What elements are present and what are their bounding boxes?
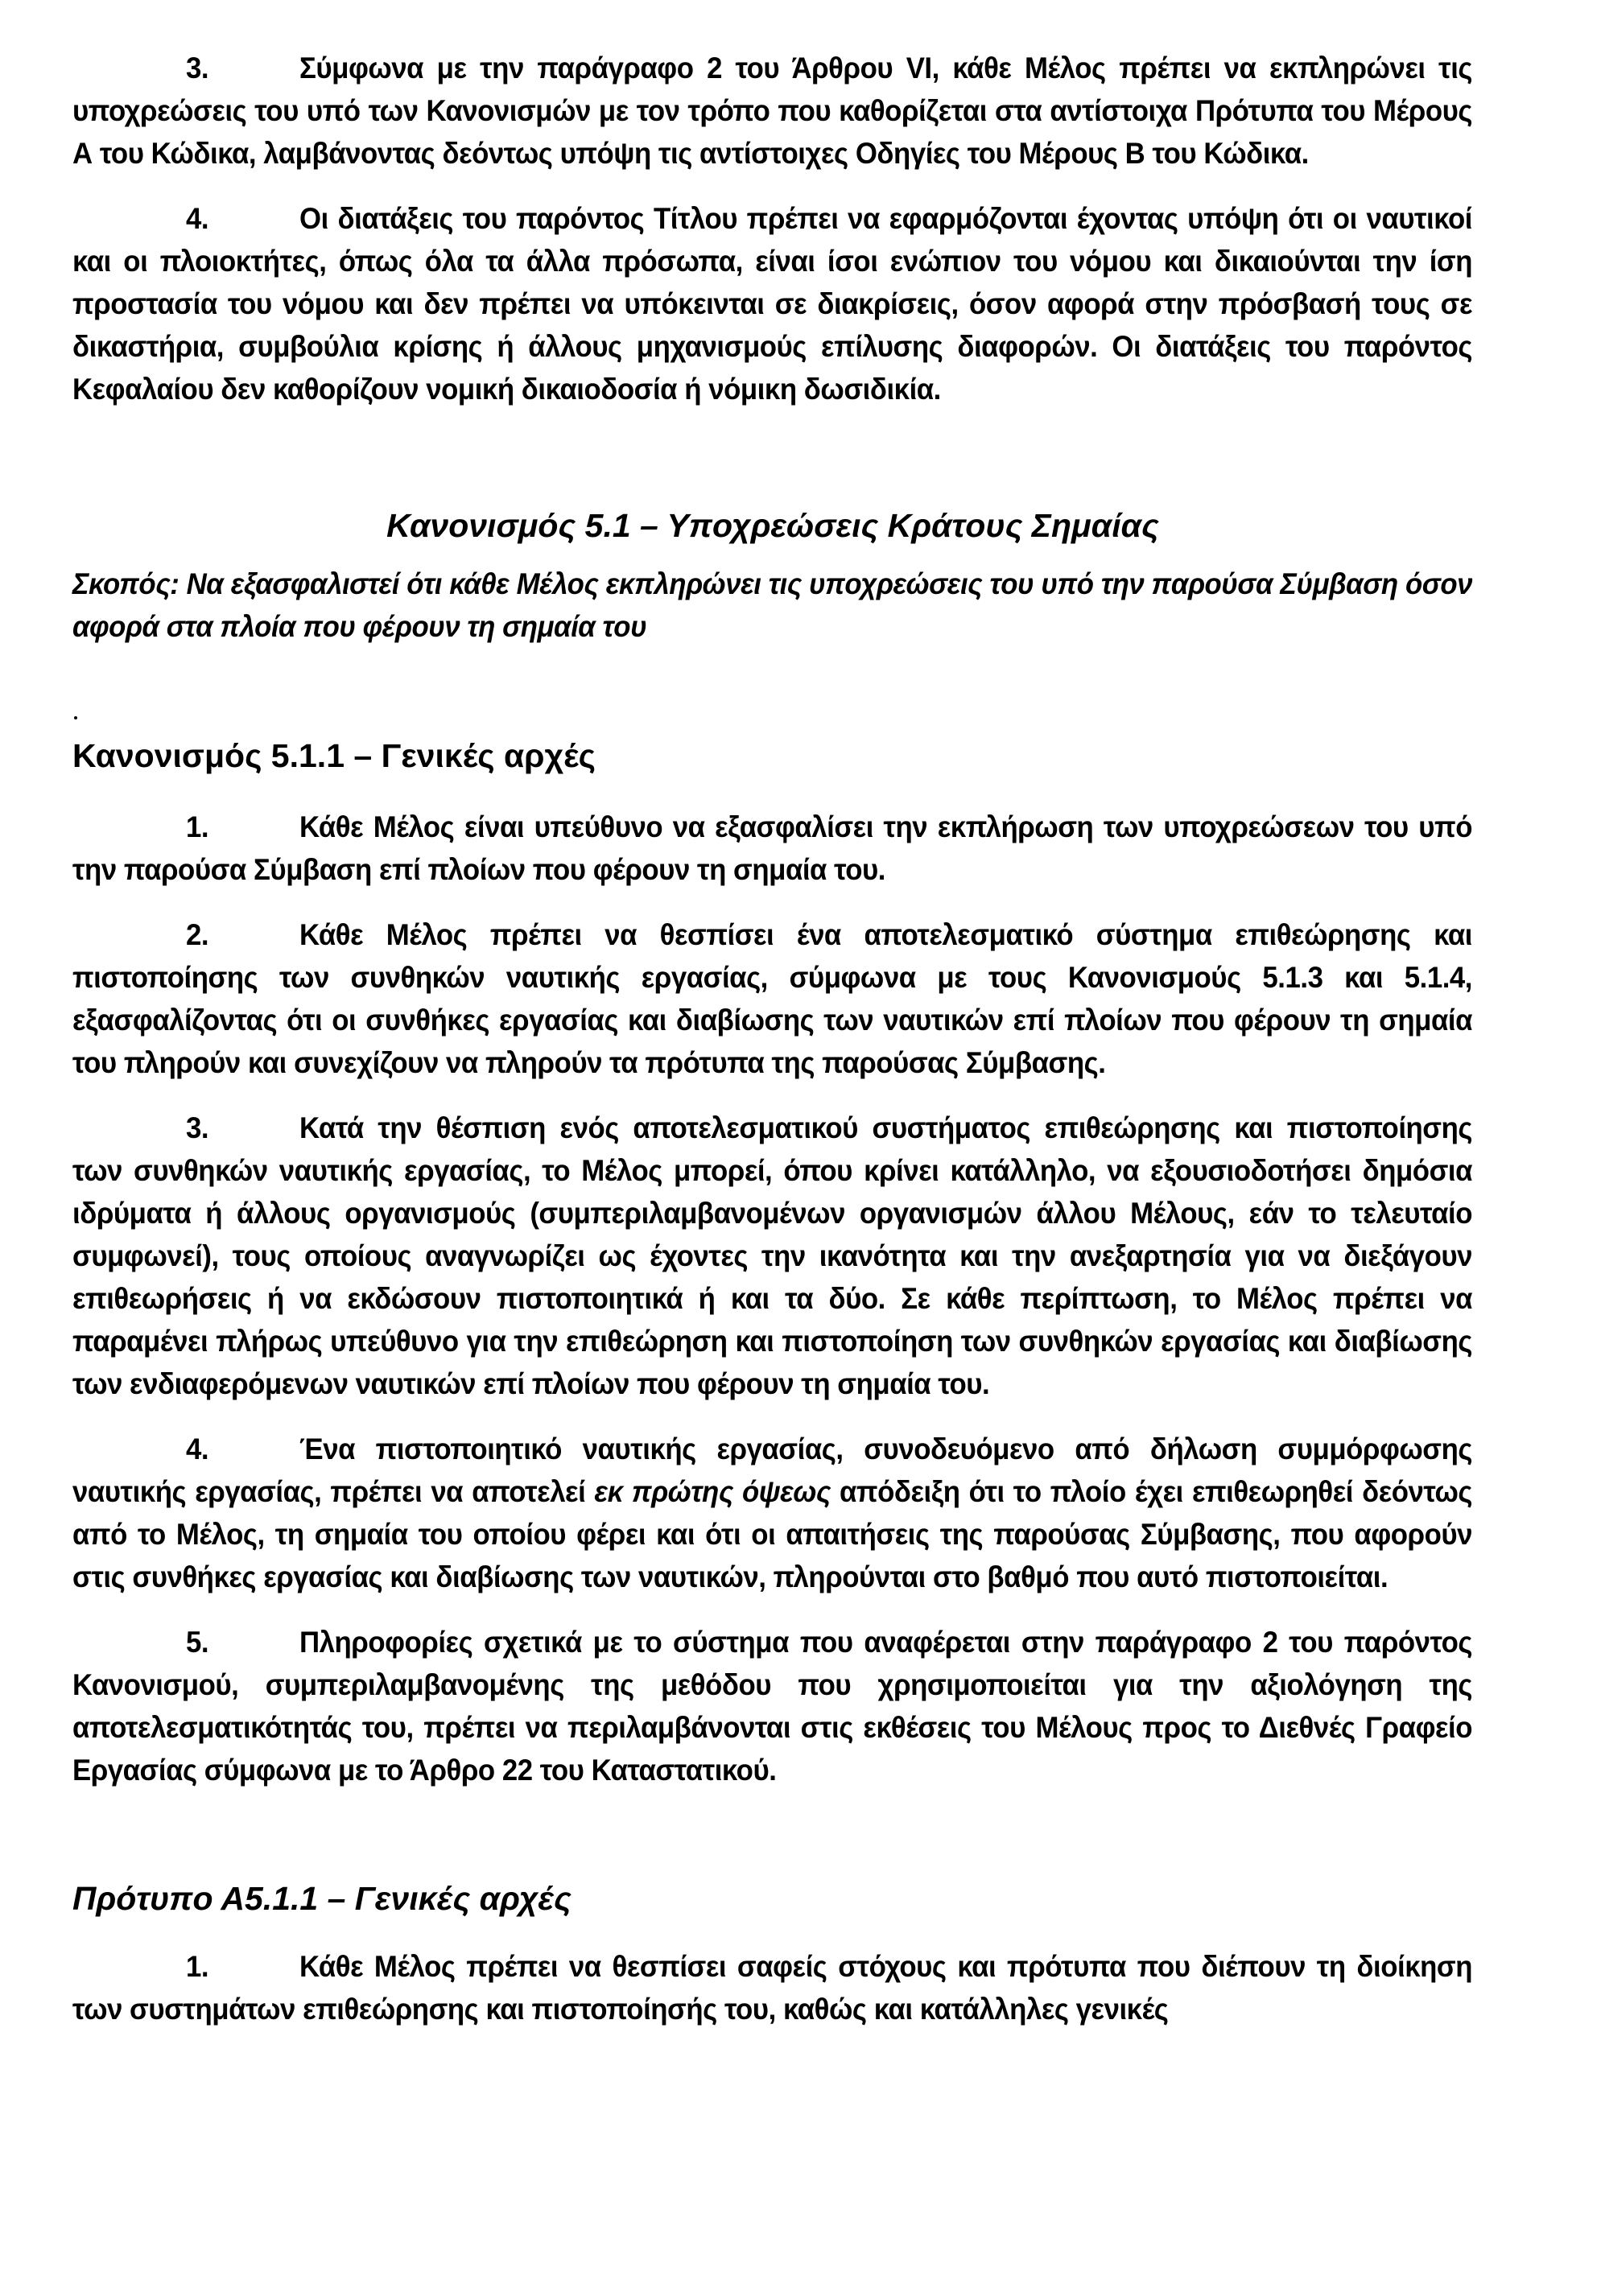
paragraph-text: Πληροφορίες σχετικά με το σύστημα που αναφέρεται στην παράγραφο 2 του παρόντος Κανονισμού, συμπεριλαμβανομένης της μεθόδου που χρησιμοποιείται για την αξιολόγηση της αποτελεσματικότητάς του, πρέπει να περιλαμβάνονται στις εκθέσεις του Μέλους προς το Διεθνές Γραφείο Εργασίας σύμφωνα με το Άρθρο 22 του Καταστατικού. [72, 1626, 1472, 1787]
paragraph-number: 1. [186, 1950, 209, 1983]
paragraph-text-cont: απόδειξη ότι το πλοίο έχει επιθεωρηθεί δεόντως από το Μέλος, τη σημαία του οποίου φέρει και ότι οι απαιτήσεις της παρούσας Σύμβασης, που αφορούν στις συνθήκες εργασίας και διαβίωσης των ναυτικών, πληρούνται στο βαθμό που αυτό πιστοποιείται. [72, 1475, 1473, 1593]
paragraph-number: 5. [186, 1626, 209, 1659]
paragraph-text: Σύμφωνα με την παράγραφο 2 του Άρθρου VI, κάθε Μέλος πρέπει να εκπληρώνει τις υποχρεώσεις του υπό των Κανονισμών με τον τρόπο που καθορίζεται στα αντίστοιχα Πρότυπα του Μέρους Α του Κώδικα, λαμβάνοντας δεόντως υπόψη τις αντίστοιχες Οδηγίες του Μέρους Β του Κώδικα. [72, 52, 1472, 170]
paragraph-text: Οι διατάξεις του παρόντος Τίτλου πρέπει να εφαρμόζονται έχοντας υπόψη ότι οι ναυτικοί και οι πλοιοκτήτες, όπως όλα τα άλλα πρόσωπα, είναι ίσοι ενώπιον του νόμου και δικαιούνται την ίση προστασία του νόμου και δεν πρέπει να υπόκεινται σε διακρίσεις, όσον αφορά στην πρόσβασή τους σε δικαστήρια, συμβούλια κρίσης ή άλλους μηχανισμούς επίλυσης διαφορών. Οι διατάξεις του παρόντος Κεφαλαίου δεν καθορίζουν νομική δικαιοδοσία ή νόμικη δωσιδικία. [72, 202, 1472, 406]
intro-paragraph-3 [72, 47, 1472, 175]
regulation-title: Κανονισμός 5.1 – Υποχρεώσεις Κράτους Σημαίας [386, 507, 1159, 544]
paragraph-number: 3. [186, 52, 209, 85]
standard-a511-heading: Πρότυπο Α5.1.1 – Γενικές αρχές [72, 1880, 571, 1917]
paragraph-number: 4. [186, 202, 209, 235]
reg-511-paragraph-4 [72, 1428, 1472, 1598]
reg-511-paragraph-1 [72, 806, 1472, 891]
paragraph-text: Κάθε Μέλος είναι υπεύθυνο να εξασφαλίσει την εκπλήρωση των υποχρεώσεων του υπό την παρούσα Σύμβαση επί πλοίων που φέρουν τη σημαία του. [72, 810, 1472, 886]
paragraph-text: Κάθε Μέλος πρέπει να θεσπίσει ένα αποτελεσματικό σύστημα επιθεώρησης και πιστοποίησης των συνθηκών ναυτικής εργασίας, σύμφωνα με τους Κανονισμούς 5.1.3 και 5.1.4, εξασφαλίζοντας ότι οι συνθήκες εργασίας και διαβίωσης των ναυτικών επί πλοίων που φέρουν τη σημαία του πληρούν και συνεχίζουν να πληρούν τα πρότυπα της παρούσας Σύμβασης. [72, 918, 1472, 1079]
paragraph-number: 3. [186, 1111, 209, 1144]
regulation-purpose: Σκοπός: Να εξασφαλιστεί ότι κάθε Μέλος εκπληρώνει τις υποχρεώσεις του υπό την παρούσα Σύμβαση όσον αφορά στα πλοία που φέρουν τη σημαία του [72, 567, 1472, 643]
stray-mark [74, 716, 77, 719]
paragraph-text: Κάθε Μέλος πρέπει να θεσπίσει σαφείς στόχους και πρότυπα που διέπουν τη διοίκηση των συστημάτων επιθεώρησης και πιστοποίησής του, καθώς και κατάλληλες γενικές [72, 1950, 1472, 2026]
paragraph-number: 2. [186, 918, 209, 951]
reg-511-paragraph-2 [72, 913, 1472, 1084]
regulation-511-heading: Κανονισμός 5.1.1 – Γενικές αρχές [72, 737, 596, 774]
intro-paragraph-4 [72, 197, 1472, 410]
paragraph-number: 1. [186, 810, 209, 843]
paragraph-text: Ένα πιστοποιητικό ναυτικής εργασίας, συνοδευόμενο από δήλωση συμμόρφωσης ναυτικής εργασίας, πρέπει να αποτελεί [72, 1432, 1472, 1508]
paragraph-text: Κατά την θέσπιση ενός αποτελεσματικού συστήματος επιθεώρησης και πιστοποίησης των συνθηκών ναυτικής εργασίας, το Μέλος μπορεί, όπου κρίνει κατάλληλο, να εξουσιοδοτήσει δημόσια ιδρύματα ή άλλους οργανισμούς (συμπεριλαμβανομένων οργανισμών άλλου Μέλους, εάν το τελευταίο συμφωνεί), τους οποίους αναγνωρίζει ως έχοντες την ικανότητα και την ανεξαρτησία για να διεξάγουν επιθεωρήσεις ή να εκδώσουν πιστοποιητικά ή και τα δύο. Σε κάθε περίπτωση, το Μέλος πρέπει να παραμένει πλήρως υπεύθυνο για την επιθεώρηση και πιστοποίηση των συνθηκών εργασίας και διαβίωσης των ενδιαφερόμενων ναυτικών επί πλοίων που φέρουν τη σημαία του. [72, 1111, 1472, 1400]
reg-511-paragraph-3 [72, 1107, 1472, 1405]
std-a511-paragraph-1 [72, 1945, 1472, 2030]
reg-511-paragraph-5 [72, 1621, 1472, 1791]
latin-phrase: εκ πρώτης όψεως [594, 1475, 831, 1508]
paragraph-number: 4. [186, 1432, 209, 1465]
